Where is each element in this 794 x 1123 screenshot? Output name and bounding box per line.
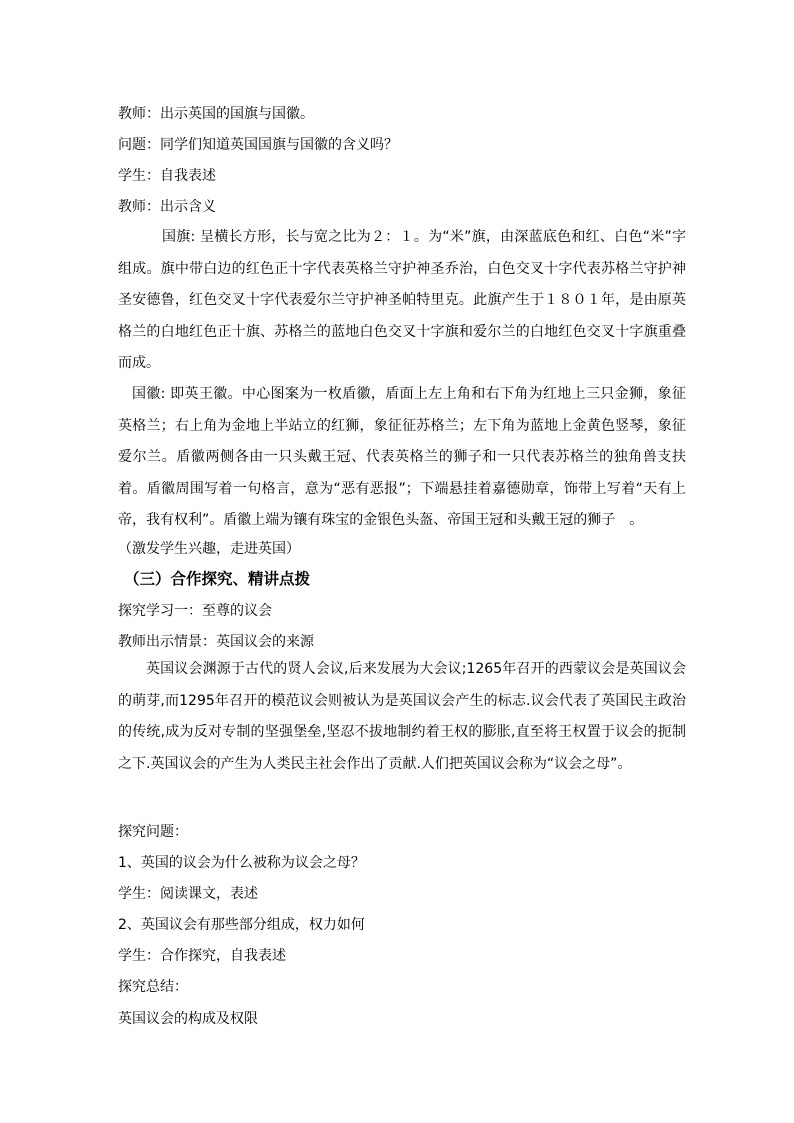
inquiry-title: 探究学习一：至尊的议会 xyxy=(118,603,272,619)
emblem-paragraph: 国徽: 即英王徽。中心图案为一枚盾徽，盾面上左上角和右下角为红地上三只金狮，象征英格兰；右上角为金地上半站立的红狮，象征征苏格兰；左下角为蓝地上金黄色竖琴，象征爱尔兰。盾徽两侧各由一只头戴王冠、代表英格兰的狮子和一只代表苏格兰的独角兽支扶着。盾徽周围写着一句格言，意为“恶有恶报”；下端悬挂着嘉德勋章，饰带上写着“天有上帝，我有权利”。盾徽上端为镶有珠宝的金银色头盔、帝国王冠和头戴王冠的狮子 。 xyxy=(118,386,686,528)
activity-note: （激发学生兴趣，走进英国） xyxy=(118,541,300,557)
student-line-2: 学生：阅读课文，表述 xyxy=(118,886,258,902)
parliament-paragraph: 英国议会渊源于古代的贤人会议,后来发展为大会议;1265年召开的西蒙议会是英国议会的萌芽,而1295年召开的模范议会则被认为是英国议会产生的标志.议会代表了英国民主政治的传统,成为反对专制的坚强堡垒,坚忍不拔地制约着王权的膨胀,直至将王权置于议会的扼制之下.英国议会的产生为人类民主社会作出了贡献.人们把英国议会称为“议会之母”。 xyxy=(118,661,686,772)
student-line-1: 学生：自我表述 xyxy=(118,168,216,184)
question-line: 问题：同学们知道英国国旗与国徽的含义吗？ xyxy=(118,137,398,153)
teacher-line-2: 教师：出示含义 xyxy=(118,199,216,215)
flag-paragraph: 国旗: 呈横长方形，长与宽之比为２：１。为“米”旗，由深蓝底色和红、白色“米”字组成。旗中带白边的红色正十字代表英格兰守护神圣乔治，白色交叉十字代表苏格兰守护神圣安德鲁，红色交叉十字代表爱尔兰守护神圣帕特里克。此旗产生于１８０１年，是由原英格兰的白地红色正十旗、苏格兰的蓝地白色交叉十字旗和爱尔兰的白地红色交叉十字旗重叠而成。 xyxy=(118,229,686,371)
student-line-3: 学生：合作探究，自我表述 xyxy=(118,948,286,964)
question-1: 1、英国的议会为什么被称为议会之母？ xyxy=(118,855,365,871)
teacher-scenario: 教师出示情景：英国议会的来源 xyxy=(118,634,314,650)
summary-line: 英国议会的构成及权限 xyxy=(118,1011,258,1027)
section-heading: （三）合作探究、精讲点拨 xyxy=(124,569,311,588)
summary-label: 探究总结： xyxy=(118,979,188,995)
question-2: 2、英国议会有那些部分组成，权力如何 xyxy=(118,917,365,933)
teacher-line-1: 教师：出示英国的国旗与国徽。 xyxy=(118,106,314,122)
inquiry-questions-label: 探究问题： xyxy=(118,824,188,840)
